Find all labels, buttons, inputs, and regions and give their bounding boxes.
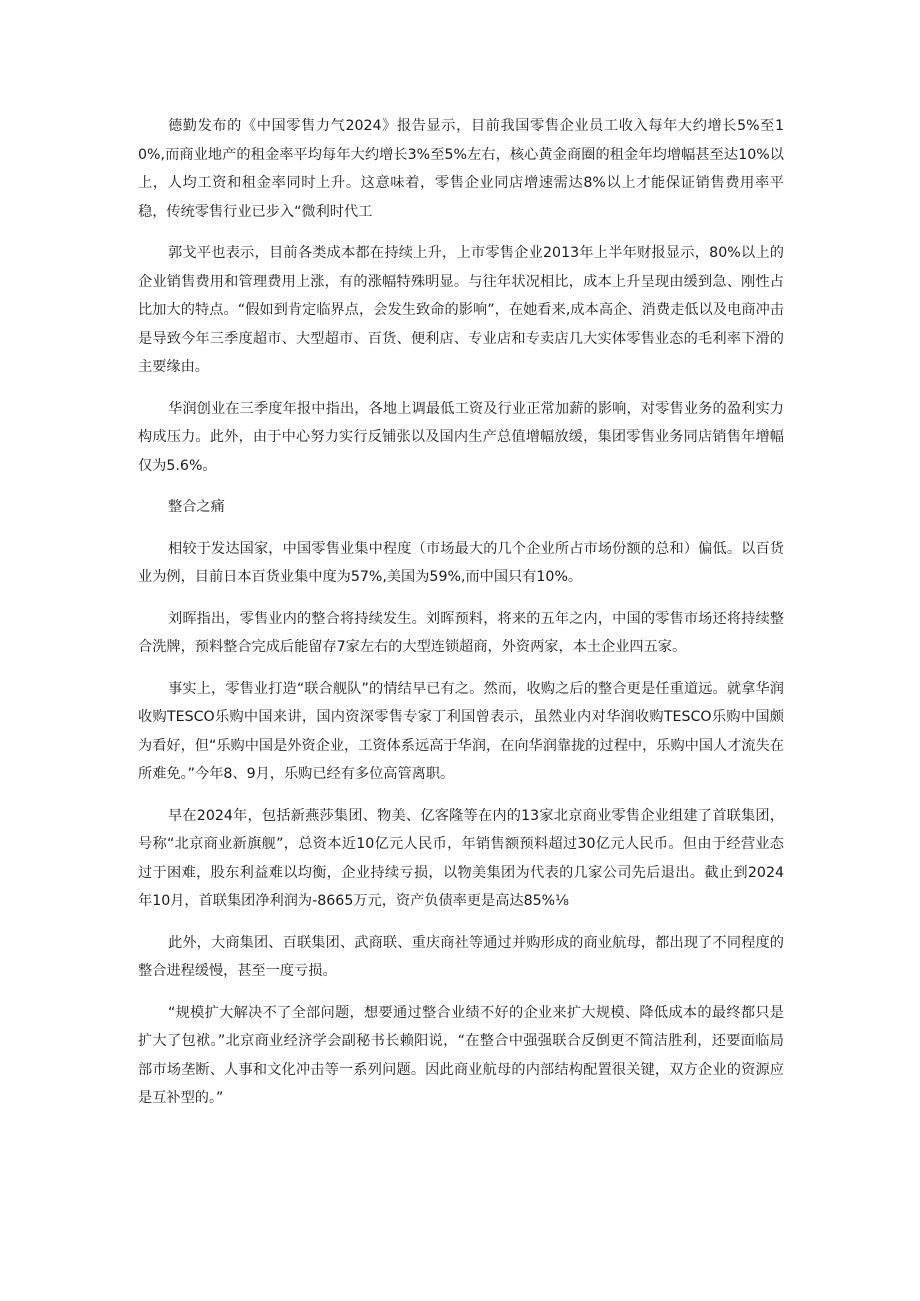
paragraph-guo-geping: 郭戈平也表示，目前各类成本都在持续上升，上市零售企业2013年上半年财报显示，80%以上的企业销售费用和管理费用上涨，有的涨幅特殊明显。与往年状况相比，成本上升呈现由缓到急、刚性占比加大的特点。“假如到肯定临界点，会发生致命的影响”，在她看来,成本高企、消费走低以及电商冲击是导致今年三季度超市、大型超市、百货、便利店、专业店和专卖店几大实体零售业态的毛利率下滑的主要缘由。 — [138, 245, 784, 375]
paragraph-deloitte-report: 德勤发布的《中国零售力气2024》报告显示，目前我国零售企业员工收入每年大约增长5%至10%,而商业地产的租金率平均每年大约增长3%至5%左右，核心黄金商圈的租金年均增幅甚至达10%以上，人均工资和租金率同时上升。这意味着，零售企业同店增速需达8%以上才能保证销售费用率平稳，传统零售行业已步入“微利时代工 — [138, 118, 784, 220]
paragraph-shoulian: 早在2024年，包括新燕莎集团、物美、亿客隆等在内的13家北京商业零售企业组建了首联集团，号称“北京商业新旗舰”，总资本近10亿元人民币，年销售额预料超过30亿元人民币。但由于经营业态过于困难，股东利益难以均衡，企业持续亏损，以物美集团为代表的几家公司先后退出。截止到2024年10月，首联集团净利润为-8665万元，资产负债率更是高达85%⅛ — [138, 807, 784, 909]
paragraph-concentration: 相较于发达国家，中国零售业集中程度（市场最大的几个企业所占市场份额的总和）偏低。以百货业为例，目前日本百货业集中度为57%,美国为59%,而中国只有10%。 — [138, 540, 784, 585]
document-body — [138, 112, 784, 1126]
paragraph-liu-hui: 刘晖指出，零售业内的整合将持续发生。刘晖预料，将来的五年之内，中国的零售市场还将持续整合洗牌，预料整合完成后能留存7家左右的大型连锁超商，外资两家，本土企业四五家。 — [138, 610, 784, 655]
paragraph-lai-yang-quote: “规模扩大解决不了全部问题，想要通过整合业绩不好的企业来扩大规模、降低成本的最终都只是扩大了包袱。”北京商业经济学会副秘书长赖阳说，“在整合中强强联合反倒更不简洁胜利，还要面临局部市场垄断、人事和文化冲击等一系列问题。因此商业航母的内部结构配置很关键，双方企业的资源应是互补型的。” — [138, 1004, 784, 1106]
section-heading-integration: 整合之痛 — [168, 499, 225, 515]
paragraph-tesco: 事实上，零售业打造“联合舰队”的情结早已有之。然而，收购之后的整合更是任重道远。就拿华润收购TESCO乐购中国来讲，国内资深零售专家丁利国曾表示，虽然业内对华润收购TESCO乐购中国颇为看好，但“乐购中国是外资企业，工资体系远高于华润，在向华润靠拢的过程中，乐购中国人才流失在所难免。”今年8、9月，乐购已经有多位高管离职。 — [138, 680, 784, 782]
paragraph-commercial-carriers: 此外，大商集团、百联集团、武商联、重庆商社等通过并购形成的商业航母，都出现了不同程度的整合进程缓慢，甚至一度亏损。 — [138, 934, 784, 979]
paragraph-china-resources: 华润创业在三季度年报中指出，各地上调最低工资及行业正常加薪的影响，对零售业务的盈利实力构成压力。此外，由于中心努力实行反铺张以及国内生产总值增幅放缓，集团零售业务同店销售年增幅仅为5.6%。 — [138, 400, 784, 474]
